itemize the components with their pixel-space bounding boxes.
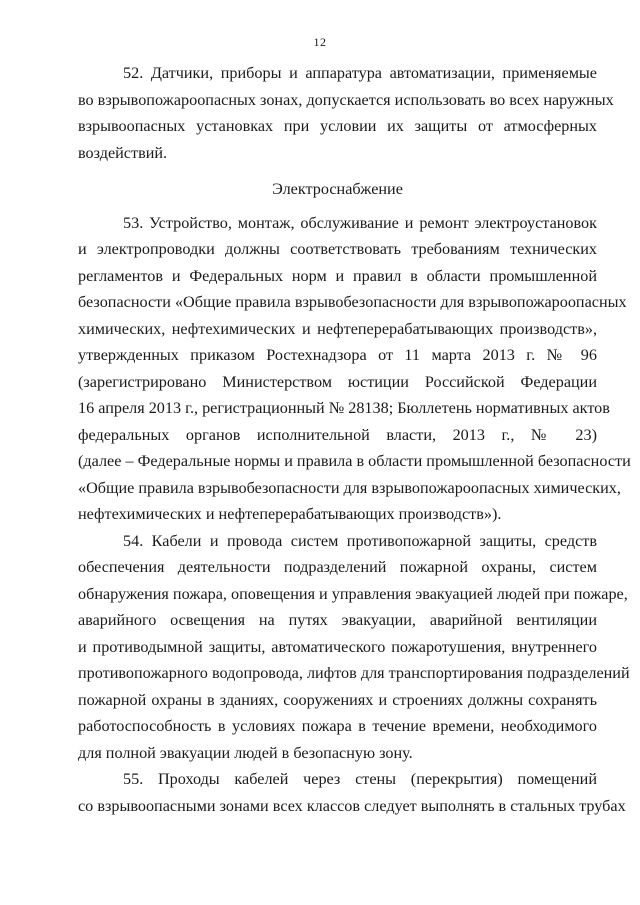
paragraph-line: (далее – Федеральные нормы и правила в области промышленной безопасности: [78, 452, 631, 470]
page-number: 12: [313, 35, 327, 49]
paragraph-52: [78, 60, 614, 166]
paragraph-line: «Общие правила взрывобезопасности для взрывопожароопасных химических,: [78, 478, 621, 497]
paragraph-line: 52. Датчики, приборы и аппаратура автоматизации, применяемые: [123, 64, 597, 82]
paragraph-line: во взрывопожароопасных зонах, допускается использовать во всех наружных: [78, 90, 614, 109]
paragraph-line: аварийного освещения на путях эвакуации, аварийной вентиляции: [78, 611, 597, 629]
paragraph-line: работоспособность в условиях пожара в течение времени, необходимого: [78, 717, 597, 735]
paragraph-line: обнаружения пожара, оповещения и управления эвакуацией людей при пожаре,: [78, 584, 628, 603]
paragraph-line: воздействий.: [78, 143, 168, 162]
paragraph-line: (зарегистрировано Министерством юстиции Российской Федерации: [78, 372, 597, 391]
paragraph-line: противопожарного водопровода, лифтов для транспортирования подразделений: [78, 664, 630, 682]
paragraph-line: и противодымной защиты, автоматического пожаротушения, внутреннего: [78, 637, 597, 656]
paragraph-line: регламентов и Федеральных норм и правил в области промышленной: [78, 266, 597, 285]
paragraph-line: 53. Устройство, монтаж, обслуживание и ремонт электроустановок: [123, 213, 597, 232]
paragraph-line: 55. Проходы кабелей через стены (перекрытия) помещений: [123, 770, 597, 788]
paragraph-line: и электропроводки должны соответствовать требованиям технических: [78, 240, 597, 258]
paragraph-line: федеральных органов исполнительной власти, 2013 г., № 23): [78, 425, 597, 444]
paragraph-line: 54. Кабели и провода систем противопожарной защиты, средств: [123, 531, 597, 550]
section-heading: Электроснабжение: [272, 180, 403, 198]
paragraph-line: нефтехимических и нефтеперерабатывающих производств»).: [78, 505, 502, 523]
page-content: [78, 60, 631, 819]
paragraph-line: утвержденных приказом Ростехнадзора от 11 марта 2013 г. № 96: [78, 346, 597, 364]
paragraph-line: безопасности «Общие правила взрывобезопасности для взрывопожароопасных: [78, 293, 627, 311]
paragraph-line: взрывоопасных установках при условии их защиты от атмосферных: [78, 117, 597, 135]
paragraph-line: химических, нефтехимических и нефтеперерабатывающих производств»,: [78, 319, 597, 338]
paragraph-53: [78, 210, 631, 528]
paragraph-line: пожарной охраны в зданиях, сооружениях и строениях должны сохранять: [78, 690, 597, 709]
paragraph-55: [78, 766, 626, 819]
paragraph-line: для полной эвакуации людей в безопасную зону.: [78, 743, 413, 762]
paragraph-line: 16 апреля 2013 г., регистрационный № 28138; Бюллетень нормативных актов: [78, 399, 610, 417]
paragraph-line: обеспечения деятельности подразделений пожарной охраны, систем: [78, 558, 597, 576]
paragraph-line: со взрывоопасными зонами всех классов следует выполнять в стальных трубах: [78, 796, 626, 815]
paragraph-54: [78, 528, 630, 767]
